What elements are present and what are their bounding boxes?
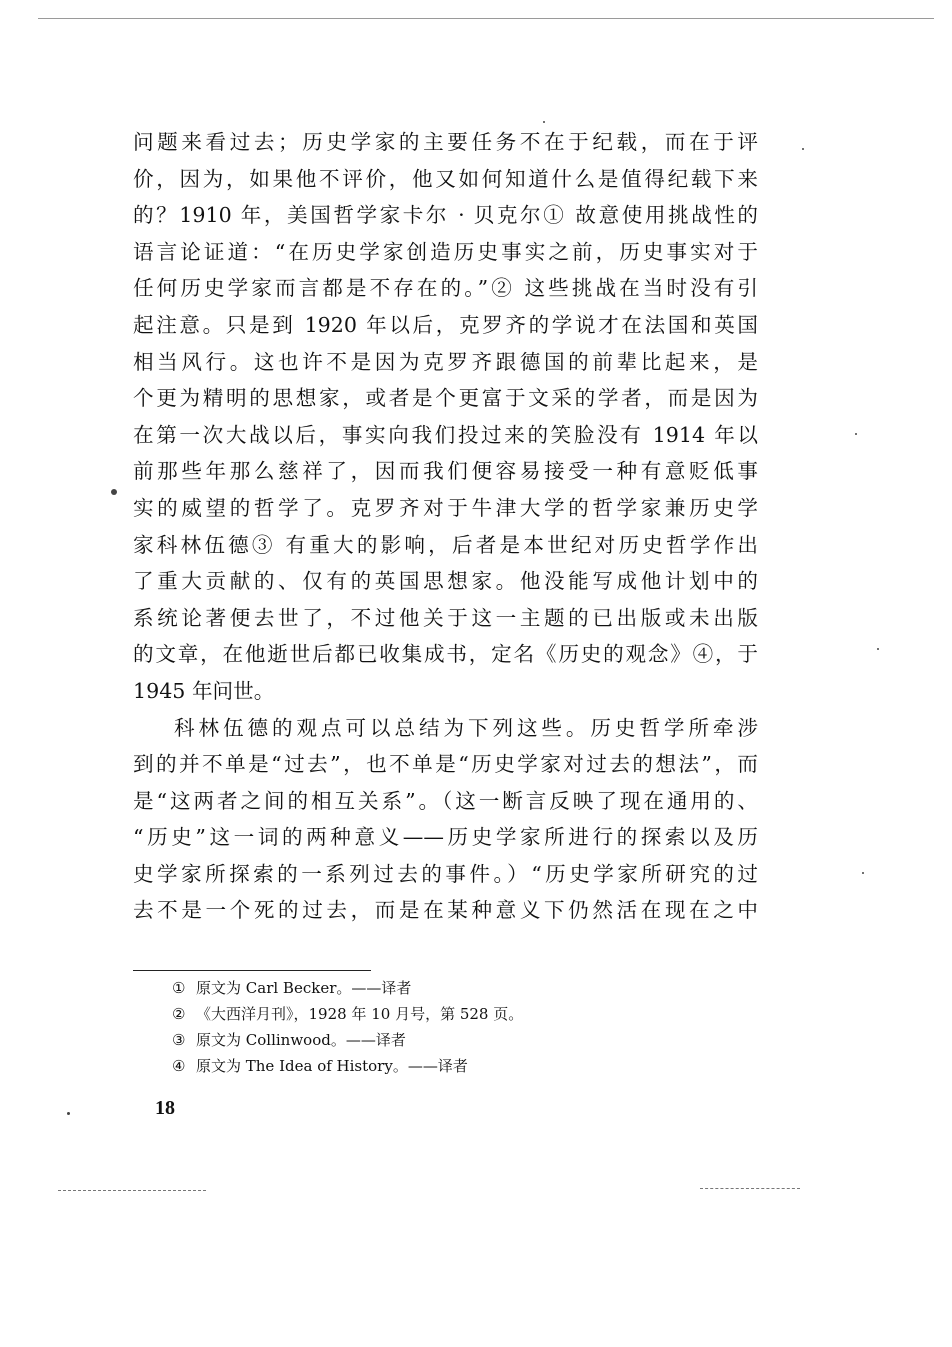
footnote-marker: ③	[172, 1031, 186, 1049]
footnote	[172, 975, 672, 1001]
body-line: 1945 年问世。	[133, 678, 275, 703]
footnote-separator	[133, 970, 371, 971]
body-line: 相当风行。这也许不是因为克罗齐跟德国的前辈比起来，是	[133, 349, 758, 374]
body-line: 去不是一个死的过去，而是在某种意义下仍然活在现在之中	[133, 898, 758, 923]
body-line: 个更为精明的思想家，或者是个更富于文采的学者，而是因为	[133, 386, 758, 411]
footnote-marker: ②	[172, 1005, 186, 1023]
body-line: 实的威望的哲学了。克罗齐对于牛津大学的哲学家兼历史学	[133, 495, 758, 520]
scan-speck	[67, 1112, 70, 1115]
scan-speck	[877, 648, 879, 650]
top-scan-rule	[38, 18, 934, 19]
scan-edge-right	[700, 1188, 800, 1189]
body-line: 了重大贡献的、仅有的英国思想家。他没能写成他计划中的	[133, 569, 758, 594]
body-line: 的文章，在他逝世后都已收集成书，定名《历史的观念》④，于	[133, 642, 758, 667]
body-line: 在第一次大战以后，事实向我们投过来的笑脸没有 1914 年以	[133, 422, 758, 447]
body-line: 前那些年那么慈祥了，因而我们便容易接受一种有意贬低事	[133, 459, 758, 484]
body-line: 到的并不单是“过去”，也不单是“历史学家对过去的想法”，而	[133, 752, 758, 777]
body-line: 起注意。只是到 1920 年以后，克罗齐的学说才在法国和英国	[133, 312, 758, 337]
body-line: 任何历史学家而言都是不存在的。”② 这些挑战在当时没有引	[133, 276, 758, 301]
page-number: 18	[155, 1097, 175, 1119]
body-line: “历史”这一词的两种意义——历史学家所进行的探索以及历	[133, 825, 758, 850]
scan-speck	[802, 148, 804, 150]
body-line: 是“这两者之间的相互关系”。（这一断言反映了现在通用的、	[133, 788, 758, 813]
footnote-text: 《大西洋月刊》，1928 年 10 月号，第 528 页。	[196, 1005, 524, 1023]
body-line: 语言论证道：“在历史学家创造历史事实之前，历史事实对于	[133, 239, 758, 264]
body-text	[133, 124, 758, 929]
footnote	[172, 1053, 672, 1079]
body-line: 家科林伍德③ 有重大的影响，后者是本世纪对历史哲学作出	[133, 532, 758, 557]
scan-edge-left	[58, 1190, 206, 1191]
footnotes	[172, 975, 672, 1079]
footnote-text: 原文为 Carl Becker。——译者	[196, 979, 412, 997]
body-line: 系统论著便去世了，不过他关于这一主题的已出版或未出版	[133, 605, 758, 630]
footnote	[172, 1027, 672, 1053]
scan-speck	[543, 121, 545, 123]
scan-speck	[111, 489, 117, 495]
footnote	[172, 1001, 672, 1027]
body-line: 史学家所探索的一系列过去的事件。）“历史学家所研究的过	[133, 861, 758, 886]
footnote-text: 原文为 Collinwood。——译者	[196, 1031, 406, 1049]
body-line: 的？1910 年，美国哲学家卡尔 · 贝克尔① 故意使用挑战性的	[133, 203, 758, 228]
scan-speck	[855, 433, 857, 435]
footnote-marker: ④	[172, 1057, 186, 1075]
body-line: 价，因为，如果他不评价，他又如何知道什么是值得纪载下来	[133, 166, 758, 191]
body-line: 科林伍德的观点可以总结为下列这些。历史哲学所牵涉	[174, 715, 758, 740]
footnote-text: 原文为 The Idea of History。——译者	[196, 1057, 468, 1075]
scan-speck	[862, 872, 864, 874]
footnote-marker: ①	[172, 979, 186, 997]
body-line: 问题来看过去；历史学家的主要任务不在于纪载，而在于评	[133, 130, 758, 154]
